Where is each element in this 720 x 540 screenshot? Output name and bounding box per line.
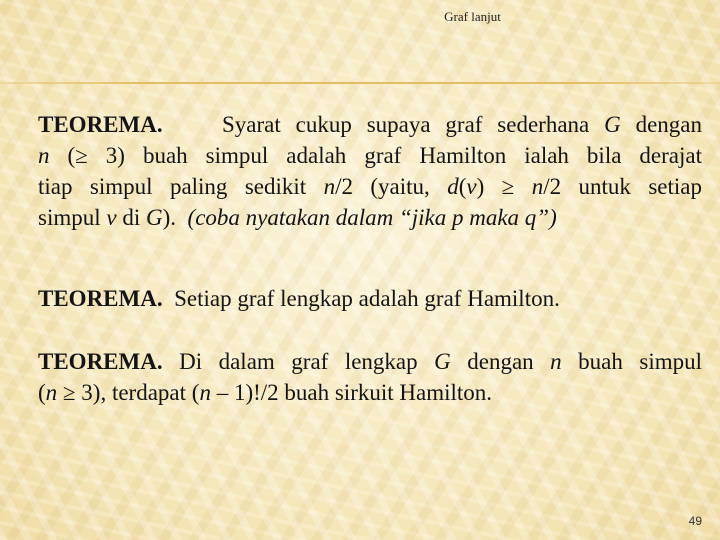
theorem-complete-graph-hamilton [38, 283, 702, 314]
theorem-line [38, 140, 702, 171]
theorem-line [38, 377, 702, 408]
theorem-text: ≥ 3), terdapat ( [57, 380, 200, 405]
theorem-text: Setiap graf lengkap adalah graf Hamilton. [174, 286, 560, 311]
theorem-text: (≥ 3) buah simpul adalah graf Hamilton ialah bila derajat [49, 143, 702, 168]
var-v: v [106, 205, 117, 230]
theorem-exercise-note: (coba nyatakan dalam “jika p maka q”) [187, 205, 557, 230]
theorem-text: simpul [38, 205, 107, 230]
theorem-text: Syarat cukup supaya graf sederhana [222, 112, 605, 137]
var-g: G [604, 112, 621, 137]
theorem-line [38, 171, 702, 202]
theorem-text: di [116, 205, 146, 230]
theorem-text: dengan [620, 112, 702, 137]
theorem-text: ( [458, 174, 467, 199]
theorem-text: /2 untuk setiap [543, 174, 702, 199]
var-n: n [199, 380, 211, 405]
var-n: n [38, 143, 50, 168]
title-divider [0, 82, 720, 84]
var-g: G [434, 349, 451, 374]
var-n: n [550, 349, 562, 374]
theorem-hamilton-sufficient [38, 109, 702, 233]
theorem-hamilton-circuit-count [38, 346, 702, 408]
theorem-line [38, 283, 702, 314]
var-n: n [531, 174, 544, 199]
var-g: G [145, 205, 163, 230]
slide-title: Graf lanjut [444, 9, 501, 24]
theorem-line [38, 109, 702, 140]
theorem-line [38, 202, 702, 233]
theorem-text: ) ≥ [476, 174, 532, 199]
theorem-line [38, 346, 702, 377]
var-v: v [466, 174, 477, 199]
theorem-text: – 1)!/2 buah sirkuit Hamilton. [210, 380, 493, 405]
theorem-text: Di dalam graf lengkap [179, 349, 435, 374]
theorem-text: ). [162, 205, 182, 230]
var-n: n [323, 174, 336, 199]
theorem-text: tiap simpul paling sedikit [38, 174, 324, 199]
theorem-label: TEOREMA. [38, 286, 163, 311]
theorem-text: /2 (yaitu, [335, 174, 448, 199]
theorem-text: dengan [450, 349, 551, 374]
var-n: n [45, 380, 58, 405]
var-d: d [447, 174, 459, 199]
theorem-label: TEOREMA. [38, 349, 163, 374]
theorem-text: ( [38, 380, 46, 405]
page-number: 49 [688, 514, 702, 528]
theorem-text: buah simpul [561, 349, 702, 374]
theorem-label: TEOREMA. [38, 112, 163, 137]
